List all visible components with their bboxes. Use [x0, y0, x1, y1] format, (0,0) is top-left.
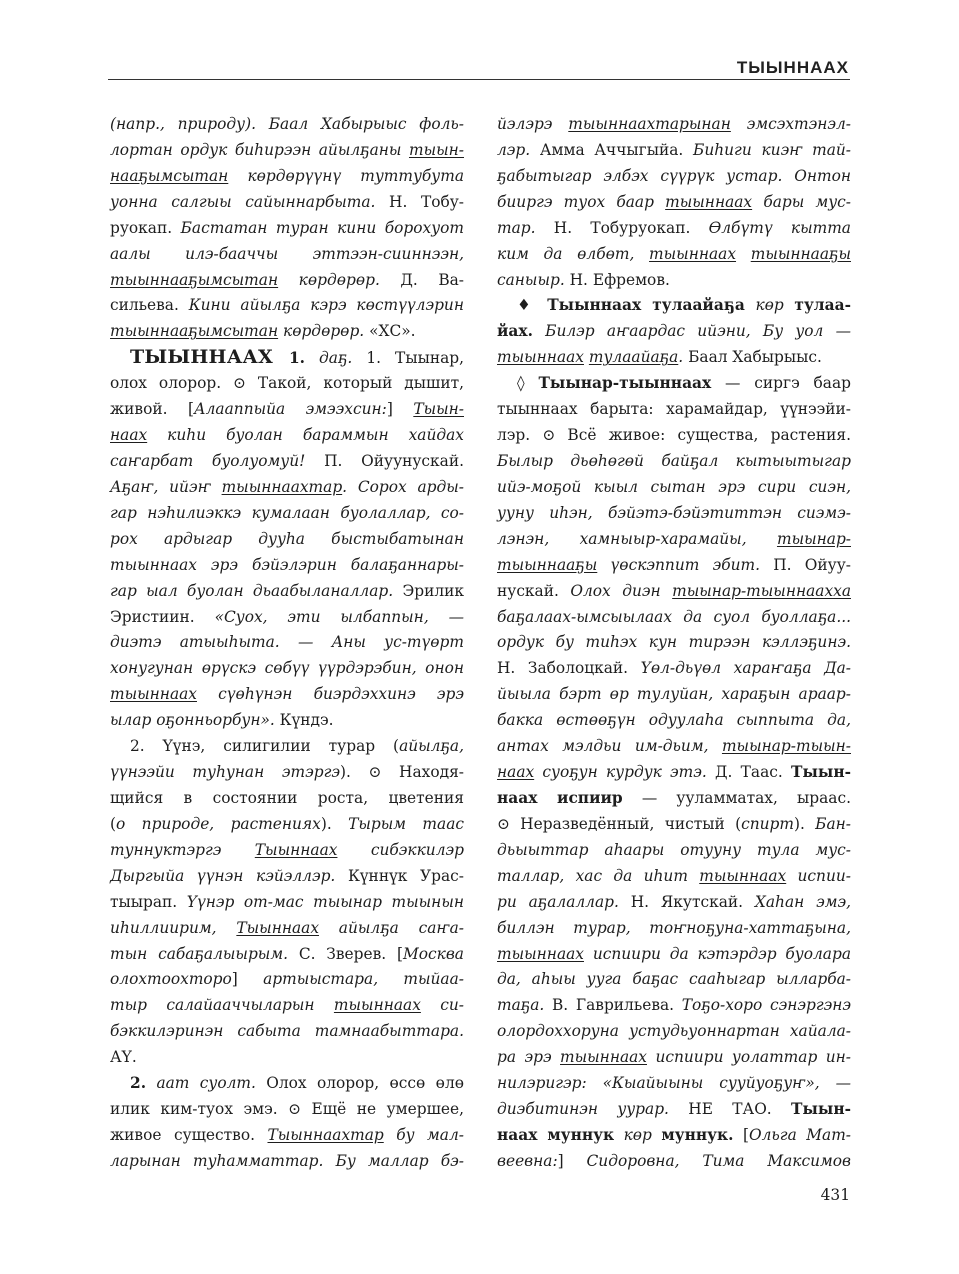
left-column-line [110, 319, 464, 345]
left-column-line [110, 916, 464, 942]
text-run: испиири уолаттар ин- [647, 1048, 851, 1067]
right-column-line [497, 138, 851, 164]
text-run: олохтоохторо [110, 970, 232, 989]
underlined-term: нааҕымсытан [110, 166, 229, 185]
underlined-term: тыыннааҕы [497, 555, 598, 574]
left-column-line [110, 579, 464, 605]
text-run: ⊙ Неразведённый, чистый ( [497, 814, 742, 833]
text-run: Эристиин. [110, 607, 215, 626]
underlined-term: тыыннааҕы [750, 244, 851, 263]
underlined-term: тыыннаах [665, 192, 753, 211]
text-run: бакка өстөөҕүн одуулаһа сыппыта да, [497, 711, 851, 730]
text-run: — сиргэ баар [711, 374, 852, 393]
text-run: Д. Таас. [715, 763, 792, 782]
underlined-term: тыынар-тыын- [721, 737, 851, 756]
right-column-line [497, 760, 851, 786]
left-column-line [110, 1019, 464, 1045]
left-column-line [110, 293, 464, 319]
left-column-line [110, 527, 464, 553]
text-run: аат суолт. [146, 1074, 267, 1093]
right-column-line [497, 890, 851, 916]
text-run: Былыр дьөһөгөй байҕал кытыытыгар [497, 451, 851, 470]
text-run: ). [793, 814, 816, 833]
text-run: эмсэхтэнэл- [730, 115, 851, 133]
text-run: Тоҕо-хоро сэнэргэнэ [681, 996, 851, 1015]
text-run: тыр салайааччыларын [110, 996, 334, 1015]
text-run: көр [744, 296, 795, 315]
right-column-line [497, 1097, 851, 1123]
text-run: көрдөрөр. [278, 270, 401, 289]
text-run: олох олорор. ⊙ Такой, который дышит, [110, 374, 464, 393]
left-column-line [110, 242, 464, 268]
header-rule [108, 79, 850, 80]
left-column-line [110, 993, 464, 1019]
text-run: ♦ [517, 296, 548, 315]
text-run: Тыыннаах тулаайаҕа [547, 296, 745, 315]
text-run: илик ким-туох эмэ. ⊙ Ещё не умершее, [110, 1100, 464, 1119]
left-column-line [110, 553, 464, 579]
text-run: живое существо. [110, 1125, 268, 1144]
underlined-term: тыыннаах [649, 244, 737, 263]
text-run: баҕалаах-ымсыылаах да суол буоллаҕа... [497, 607, 851, 626]
left-column-line [110, 164, 464, 190]
text-run: Н. Якутскай. [630, 892, 755, 911]
text-run: Аҕаҥ, ийэҥ [110, 477, 222, 496]
text-run: сильева. [110, 296, 189, 315]
headword: ТЫЫННААХ [130, 346, 289, 369]
text-run: үөскэппит эбит. [597, 555, 774, 574]
text-run: Тыын- [791, 763, 851, 782]
text-run: диэбитинэн уурар. [497, 1100, 689, 1119]
text-run [736, 245, 751, 263]
text-run: Биһиги киэҥ тай- [693, 140, 851, 159]
text-run: аалы илэ-бааччы эттээн-сииннээн, [110, 244, 464, 263]
left-column-line [110, 967, 464, 993]
text-run: көрдөрүүнү туттубута [228, 166, 464, 185]
text-run: Үүнэр от-мас тыынар тыынын [186, 892, 464, 911]
left-column-line [110, 942, 464, 968]
text-run: П. Ойуунускай. [324, 451, 464, 470]
underlined-term: тыыннаах [497, 944, 584, 963]
left-column-line [110, 760, 464, 786]
text-run: Дыргыйа үүнэн кэйэллэр. [110, 866, 348, 885]
left-column-line [110, 1071, 464, 1097]
text-run: нускай. [497, 581, 571, 600]
text-run: муннук. [661, 1125, 734, 1144]
text-run: испиири да кэтэрдэр буолара [583, 944, 851, 963]
text-run: Н. Тобу- [389, 192, 464, 211]
text-run: 1. [288, 349, 306, 368]
left-column-line [110, 682, 464, 708]
text-run: о природе, растениях [116, 814, 321, 833]
underlined-term: тыыннаах [560, 1048, 647, 1067]
text-run: Бан- [815, 814, 851, 833]
underlined-term: тыыннаахтар [221, 477, 343, 496]
right-column-line [497, 371, 851, 397]
right-column [497, 112, 851, 1175]
text-run: Н. Ефремов. [569, 270, 670, 289]
page-number: 431 [820, 1186, 850, 1204]
text-run: «Суох, эти ылбаппын, — [214, 607, 464, 626]
right-column-line [497, 1149, 851, 1175]
right-column-line [497, 553, 851, 579]
text-run: Ольга Мат- [749, 1125, 851, 1144]
text-run: Өлбүтү кытта [708, 218, 851, 237]
text-run: Күндэ. [279, 711, 334, 730]
underlined-term: тыыннаах [699, 866, 787, 885]
text-run: уонна салгыы сайыннарбыта. [110, 192, 390, 211]
text-run: 2. Үүнэ, силигилии турар ( [130, 737, 400, 756]
right-column-line [497, 242, 851, 268]
text-run: П. Ойуу- [773, 555, 851, 574]
right-column-line [497, 319, 851, 345]
text-run: Н. Заболоцкай. [497, 659, 641, 678]
text-run: ууну иһэн, бэйэтэ-бэйэтиттэн сиэмэ- [497, 503, 851, 522]
text-run: йыыла бэрт өр тулуйан, хараҕын араар- [497, 685, 851, 704]
text-run: киһи буолан бараммын хайдах [147, 426, 464, 445]
underlined-term: тыыннааҕымсытан [110, 322, 279, 341]
right-column-line [497, 112, 851, 138]
text-run: Д. Ва- [400, 270, 464, 289]
text-run: НЕ ТАО. [688, 1100, 792, 1119]
right-column-line [497, 579, 851, 605]
text-run: лортан ордук биһирээн айылҕаны [110, 140, 409, 159]
right-column-line [497, 967, 851, 993]
underlined-term: тыынар-тыыннаахха [672, 581, 851, 600]
underlined-term: наах [110, 426, 148, 445]
left-column-line [110, 1149, 464, 1175]
right-column-line [497, 501, 851, 527]
right-column-line [497, 449, 851, 475]
text-run: наах испиир [497, 788, 623, 807]
left-column [110, 112, 464, 1175]
left-column-line [110, 112, 464, 138]
right-column-line [497, 164, 851, 190]
text-run: ). ⊙ Находя- [339, 763, 464, 782]
underlined-term: тыыннаах [110, 685, 197, 704]
text-run: лэр. ⊙ Всё живое: существа, растения. [497, 426, 851, 445]
text-run: рох ардыгар дууһа быстыбатынан [110, 529, 464, 548]
text-run: Алааппыйа эмээхсин: [193, 400, 387, 419]
text-run: айылҕа, [399, 737, 464, 756]
text-run: Н. Тобуруокап. [553, 218, 709, 237]
text-run: ким да өлбөт, [497, 244, 650, 263]
left-column-line [110, 708, 464, 734]
text-run: туннуктэргэ [110, 840, 255, 859]
text-run: таллар, хас да иһит [497, 866, 700, 885]
underlined-term: Тыыннаах [236, 918, 320, 937]
right-column-line [497, 734, 851, 760]
right-column-line [497, 527, 851, 553]
text-run: тулаа- [794, 296, 851, 315]
text-run: артыыстара, тыйаа- [263, 970, 464, 989]
text-run: Хаһан эмэ, [754, 892, 851, 911]
text-run: иһиллиирим, [110, 918, 237, 937]
text-run: Бастатан туран кини борохуот [180, 218, 464, 237]
left-column-line [110, 216, 464, 242]
underlined-term: Тыыннаах [254, 840, 338, 859]
text-run: тыыннаах барыта: харамайдар, үүнээйи- [497, 400, 851, 419]
text-run: бииргэ туох баар [497, 192, 666, 211]
underlined-term: Тыыннаахтар [267, 1125, 384, 1144]
left-column-line [110, 1097, 464, 1123]
right-column-line [497, 345, 851, 371]
text-run: ларынан туһамматтар. Бу маллар бэ- [110, 1151, 464, 1170]
text-run: веевна: [497, 1151, 558, 1170]
text-run: олордоххоруна устудьуоннартан хайала- [497, 1022, 851, 1041]
right-column-line [497, 942, 851, 968]
text-run: ордук бу тиһэх кун тирээн кэллэҕинэ. [497, 633, 851, 652]
left-column-line [110, 1045, 464, 1071]
text-run: сүөһүнэн биэрдэххинэ эрэ [196, 685, 464, 704]
text-run: диэтэ атыыһыта. — Аны ус-түөрт [110, 633, 464, 652]
left-column-line [110, 268, 464, 294]
left-column-line [110, 786, 464, 812]
text-run: даҕ. [305, 349, 367, 368]
left-column-line [110, 501, 464, 527]
left-column-line [110, 423, 464, 449]
text-run: дьыыттар аһаары отууну тула мус- [497, 840, 851, 859]
text-run: бары мус- [752, 192, 851, 211]
text-run: ). [320, 814, 349, 833]
right-column-line [497, 708, 851, 734]
right-column-line [497, 216, 851, 242]
text-run: Билэр аҥаардас ийэни, Бу уол — [532, 322, 851, 341]
left-column-line [110, 838, 464, 864]
text-run: ] [386, 400, 414, 419]
text-run: тыырап. [110, 892, 187, 911]
right-column-line [497, 786, 851, 812]
text-run: . Сорох арды- [342, 477, 464, 496]
text-run: суоҕун курдук этэ. [534, 763, 716, 782]
text-run: си- [420, 996, 464, 1015]
text-run: айылҕа саҥа- [319, 918, 464, 937]
underlined-term: Тыын- [413, 400, 464, 419]
text-run: саныыр. [497, 270, 570, 289]
right-column-line [497, 993, 851, 1019]
text-run: 2. [130, 1074, 147, 1093]
text-run: . [678, 348, 689, 367]
text-run: Тыын- [791, 1100, 851, 1119]
right-column-line [497, 812, 851, 838]
right-column-line [497, 630, 851, 656]
text-run: С. Зверев. [ [298, 944, 404, 963]
text-run: тар. [497, 218, 554, 237]
text-run: — ууламматах, ыраас. [622, 788, 851, 807]
text-run: спирт [741, 814, 794, 833]
underlined-term: тыын- [408, 140, 464, 159]
text-run: ] [231, 970, 264, 989]
underlined-term: тулаайаҕа [588, 348, 679, 367]
text-run: биллэн турар, тоҥноҕуна-хаттаҕына, [497, 918, 851, 937]
left-column-line [110, 475, 464, 501]
text-run: ҕабытыгар элбэх сүүрүк устар. Онтон [497, 166, 851, 185]
left-column-line [110, 605, 464, 631]
text-run: Олох олорор, өссө өлө [266, 1074, 464, 1093]
underlined-term: тыынар- [776, 529, 851, 548]
right-column-line [497, 605, 851, 631]
text-run: «ХС». [369, 322, 416, 341]
text-run: живой. [ [110, 400, 194, 419]
text-run: Баал Хабырыыс. [688, 348, 822, 367]
underlined-term: тыыннаахтарынан [568, 115, 731, 133]
text-run: Күннүк Урас- [347, 866, 464, 885]
right-column-line [497, 475, 851, 501]
text-run: Үөл-дьүөл хараҥаҕа Да- [640, 659, 852, 678]
right-column-line [497, 916, 851, 942]
right-column-line [497, 1123, 851, 1149]
text-run: ] [557, 1151, 587, 1170]
left-column-line [110, 397, 464, 423]
text-run: хонугунан өрүскэ сөбүү үүрдэрэбин, онон [110, 659, 464, 678]
text-run: лэнэн, хамныыр-харамайы, [497, 529, 777, 548]
text-run: саҥарбат буолуомуй! [110, 451, 325, 470]
right-column-line [497, 190, 851, 216]
text-run: Москва [403, 944, 464, 963]
text-run: көрдөрөр. [278, 322, 370, 341]
left-column-line [110, 190, 464, 216]
right-column-line [497, 1019, 851, 1045]
right-column-line [497, 423, 851, 449]
text-run: сибэккилэр [337, 840, 464, 859]
text-run: бэккилэринэн сабыта тамнаабыттара. [110, 1022, 464, 1041]
text-run: таҕа. [497, 996, 552, 1015]
text-run: йах. [497, 322, 533, 341]
left-column-line [110, 449, 464, 475]
text-run: наах муннук [497, 1125, 615, 1144]
right-column-line [497, 268, 851, 294]
right-column-line [497, 1071, 851, 1097]
text-run: (напр., природу). Баал Хабырыыс фоль- [110, 115, 464, 133]
text-run: АҮ. [110, 1048, 137, 1067]
text-run: руокап. [110, 218, 181, 237]
right-column-line [497, 656, 851, 682]
text-run: В. Гаврильева. [552, 996, 682, 1015]
text-run: Тыынар-тыыннаах [538, 374, 712, 393]
left-column-line [110, 1123, 464, 1149]
text-run: йэлэрэ [497, 115, 569, 133]
text-run: бу мал- [383, 1125, 464, 1144]
text-run: гар ыал буолан дьаабыланаллар. [110, 581, 403, 600]
left-column-line [110, 656, 464, 682]
text-run: Олох диэн [570, 581, 673, 600]
right-column-line [497, 293, 851, 319]
right-column-line [497, 397, 851, 423]
left-column-line [110, 812, 464, 838]
underlined-term: тыыннаах [333, 996, 421, 1015]
text-run: да, аһыы ууга баҕас сааһыгар ылларба- [497, 970, 851, 989]
running-head: ТЫЫННААХ [736, 58, 849, 77]
text-run: щийся в состоянии роста, цветения [110, 788, 464, 807]
left-column-line [110, 890, 464, 916]
text-run: антах мэлдьи им-дьим, [497, 737, 722, 756]
text-run: Амма Аччыгыйа. [539, 140, 694, 159]
right-column-line [497, 1045, 851, 1071]
text-run: лэр. [497, 140, 540, 159]
right-column-line [497, 682, 851, 708]
left-column-line [110, 371, 464, 397]
text-run: ( [110, 814, 117, 833]
underlined-term: наах [497, 763, 535, 782]
text-run: нилэригэр: «Кыайыыны сууйуоҕуҥ», — [497, 1074, 851, 1093]
text-run: испии- [786, 866, 851, 885]
text-run: Кини айылҕа кэрэ көстүүлэрин [188, 296, 464, 315]
left-column-line [110, 345, 464, 371]
text-run: Эрилик [402, 581, 464, 600]
text-run: үүнээйи туһунан этэргэ [110, 763, 340, 782]
text-run: 1. Тыынар, [366, 349, 464, 368]
left-column-line [110, 734, 464, 760]
left-column-line [110, 138, 464, 164]
underlined-term: тыыннааҕымсытан [110, 270, 279, 289]
text-run: ылар оҕонньорбун». [110, 711, 280, 730]
text-run: тыыннаах эрэ бэйэлэрин балаҕаннары- [110, 555, 464, 574]
text-run: көр [614, 1125, 662, 1144]
text-run: [ [733, 1125, 749, 1144]
text-run: гар нэһилиэккэ кумалаан буолаллар, со- [110, 503, 464, 522]
underlined-term: тыыннаах [497, 348, 584, 367]
text-run: ◊ [517, 374, 539, 393]
left-column-line [110, 630, 464, 656]
text-run: ра эрэ [497, 1048, 561, 1067]
text-run: тын сабаҕалыырым. [110, 944, 299, 963]
right-column-line [497, 864, 851, 890]
left-column-line [110, 864, 464, 890]
text-run: ийэ-моҕой кыыл сытан эрэ сири сиэн, [497, 477, 851, 496]
text-run: Сидоровна, Тима Максимов [586, 1151, 851, 1170]
text-run: ри аҕалаллар. [497, 892, 631, 911]
right-column-line [497, 838, 851, 864]
text-run: Тырым таас [348, 814, 464, 833]
